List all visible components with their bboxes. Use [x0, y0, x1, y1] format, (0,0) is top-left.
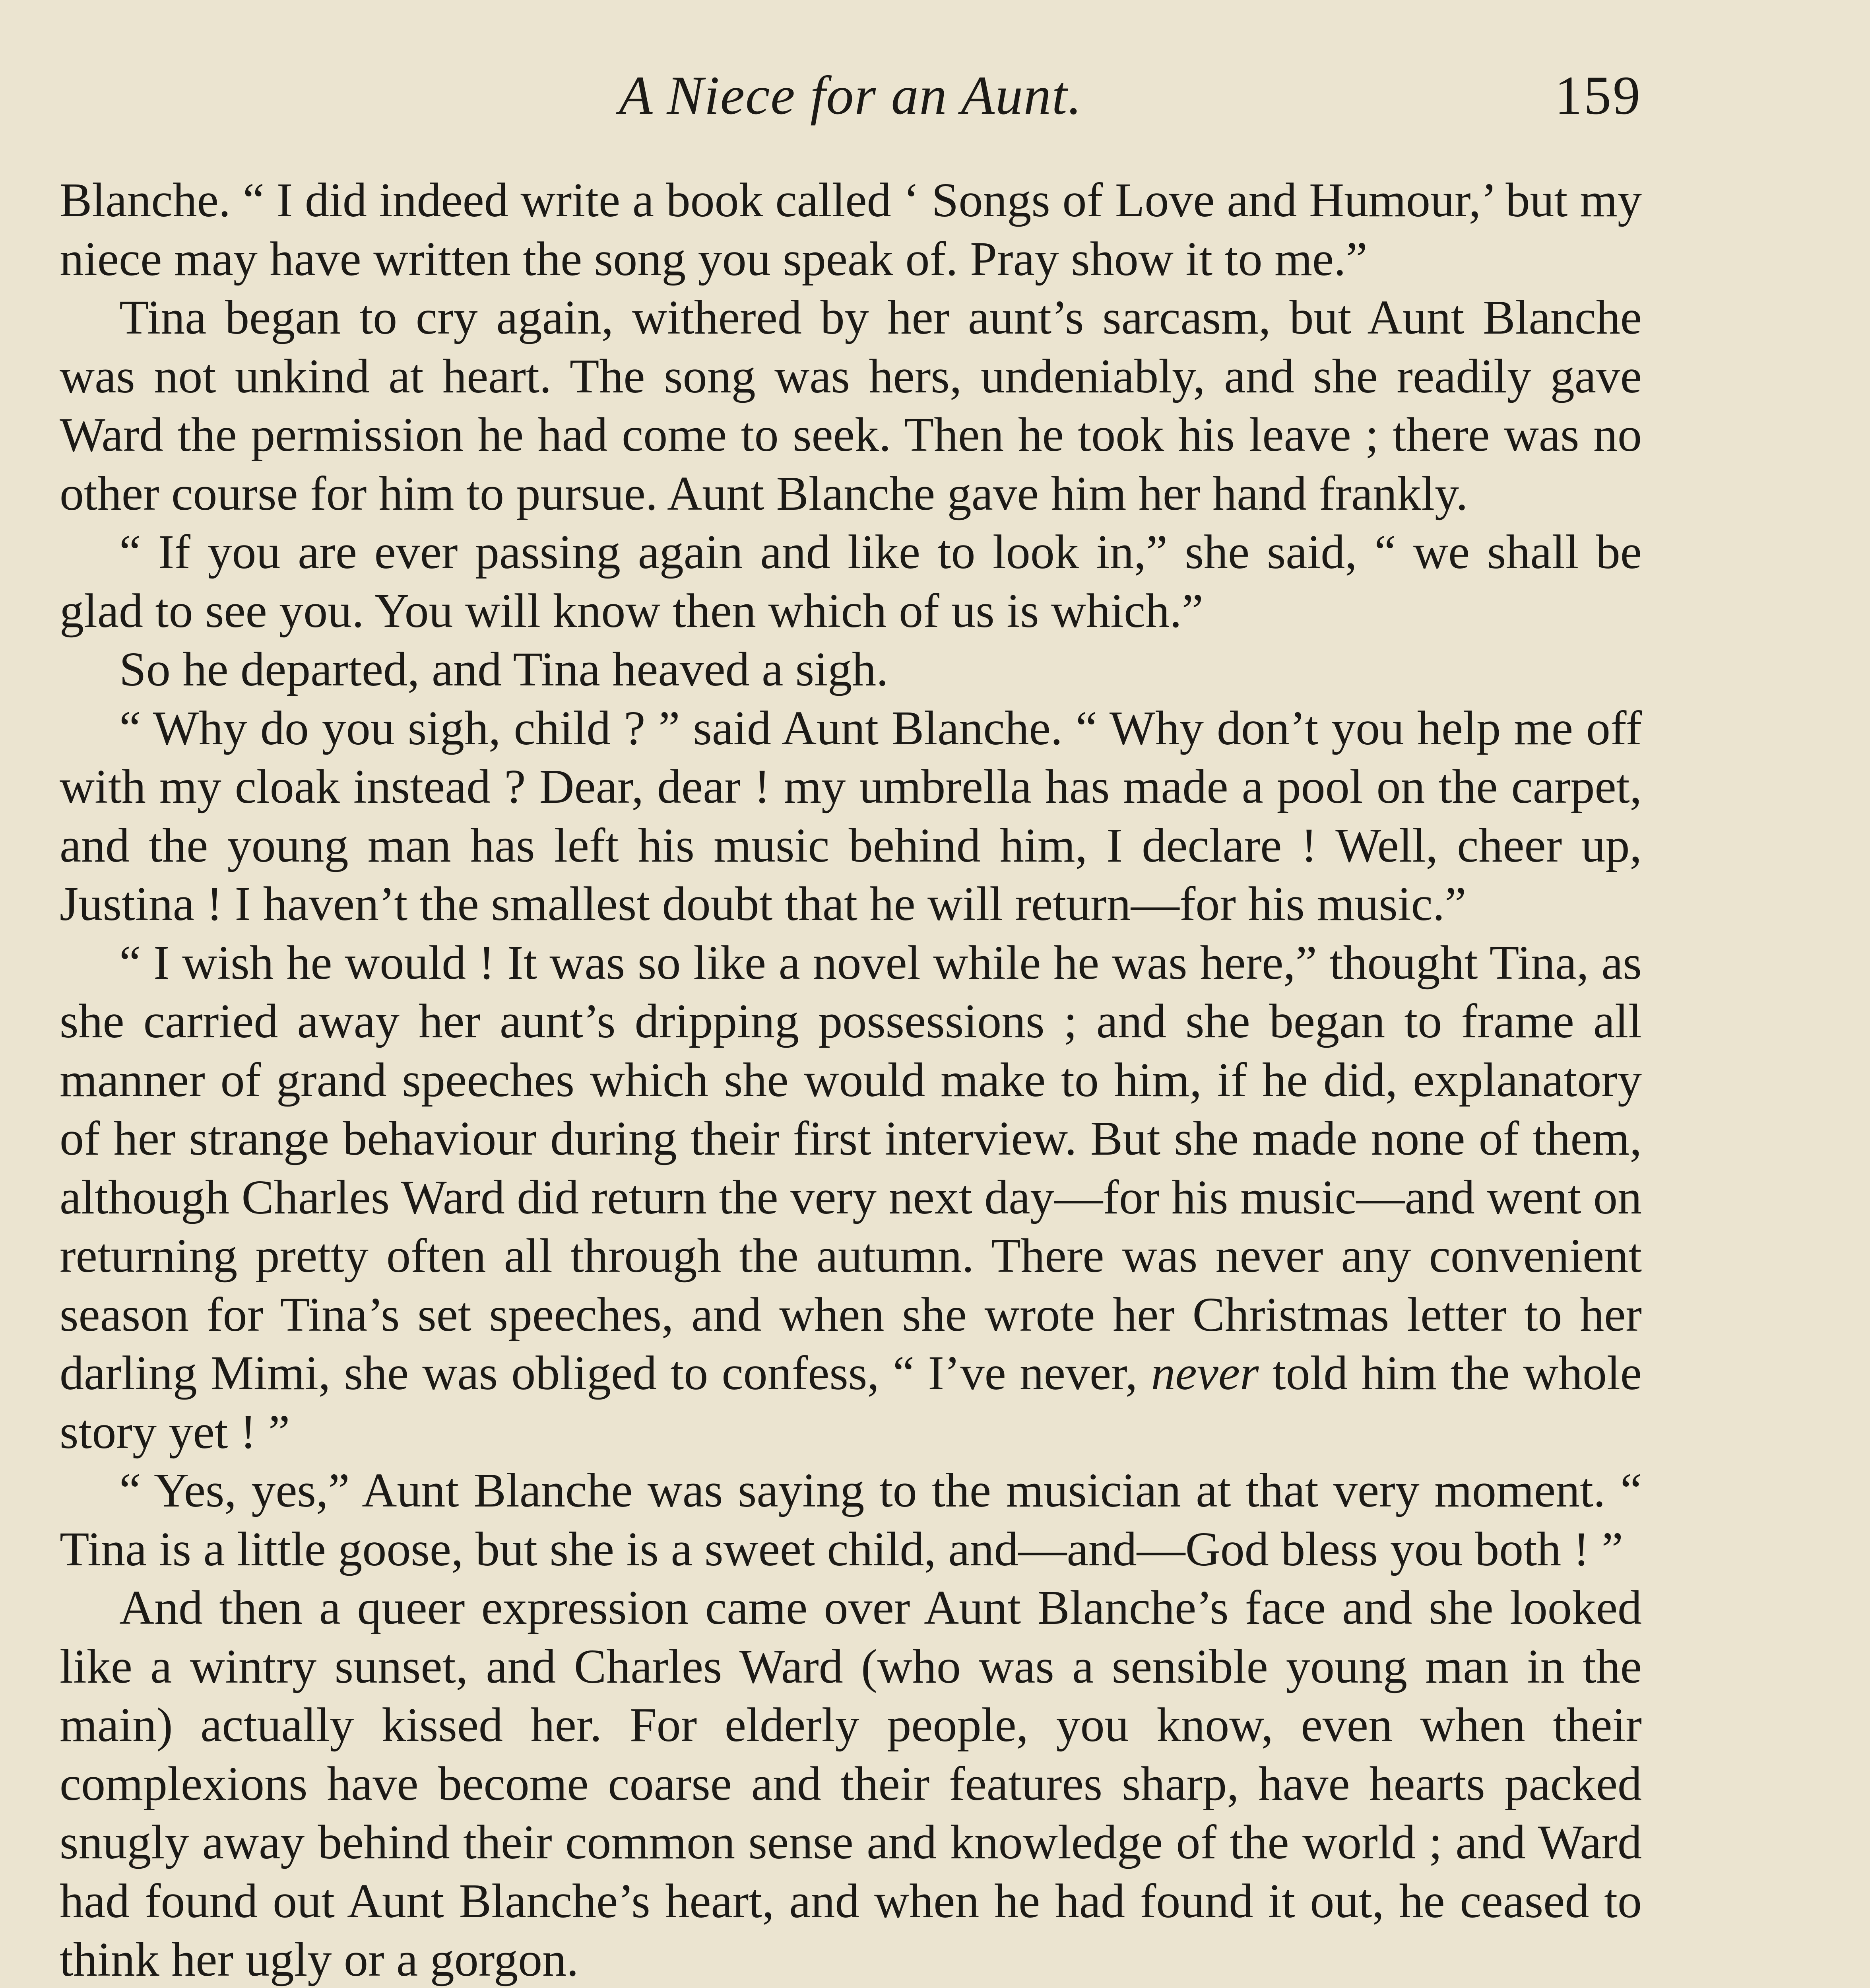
paragraph-4: So he departed, and Tina heaved a sigh. [119, 643, 888, 696]
paragraph-3: “ If you are ever passing again and like to look in,” she said, “ we shall be glad to see you. You will know then which of us is which.” [60, 525, 1642, 638]
emphasis-never: never [1151, 1346, 1259, 1400]
page-header [60, 64, 1642, 143]
paragraph-7: “ Yes, yes,” Aunt Blanche was saying to the musician at that very moment. “ Tina is a little goose, but she is a sweet child, and—and—God bless you both ! ” [60, 1464, 1642, 1576]
paragraph-6-tail: told him the whole story yet ! ” [60, 1346, 1642, 1459]
body-text [60, 171, 1642, 1988]
paragraph-2: Tina began to cry again, withered by her aunt’s sarcasm, but Aunt Blanche was not unkind at heart. The song was hers, undeniably, and she readily gave Ward the permission he had come to seek. Then he took his leave ; there was no other course for him to pursue. Aunt Blanche gave him her hand frankly. [60, 291, 1642, 520]
paragraph-6 [60, 934, 1642, 1462]
running-head: A Niece for an Aunt. [619, 65, 1082, 126]
paragraph-8: And then a queer expression came over Aunt Blanche’s face and she looked like a wintry sunset, and Charles Ward (who was a sensible young man in the main) actually kissed her. For elderly people, you know, even when their complexions have become coarse and their features sharp, have hearts packed snugly away behind their common sense and knowledge of the world ; and Ward had found out Aunt Blanche’s heart, and when he had found it out, he ceased to think her ugly or a gorgon. [60, 1581, 1642, 1986]
paragraph-5: “ Why do you sigh, child ? ” said Aunt Blanche. “ Why don’t you help me off with my cloak instead ? Dear, dear ! my umbrella has made a pool on the carpet, and the young man has left his music behind him, I declare ! Well, cheer up, Justina ! I haven’t the smallest doubt that he will return—for his music.” [60, 701, 1642, 931]
paragraph-6-text: “ I wish he would ! It was so like a novel while he was here,” thought Tina, as she carried away her aunt’s dripping possessions ; and she began to frame all manner of grand speeches which she would make to him, if he did, explanatory of her strange behaviour during their first interview. But she made none of them, although Charles Ward did return the very next day—for his music—and went on returning pretty often all through the autumn. There was never any convenient season for Tina’s set speeches, and when she wrote her Christmas letter to her darling Mimi, she was obliged to confess, “ I’ve never, [60, 936, 1642, 1400]
paragraph-1: Blanche. “ I did indeed write a book called ‘ Songs of Love and Humour,’ but my niece may have written the song you speak of. Pray show it to me.” [60, 173, 1642, 286]
page-number: 159 [1555, 65, 1642, 126]
